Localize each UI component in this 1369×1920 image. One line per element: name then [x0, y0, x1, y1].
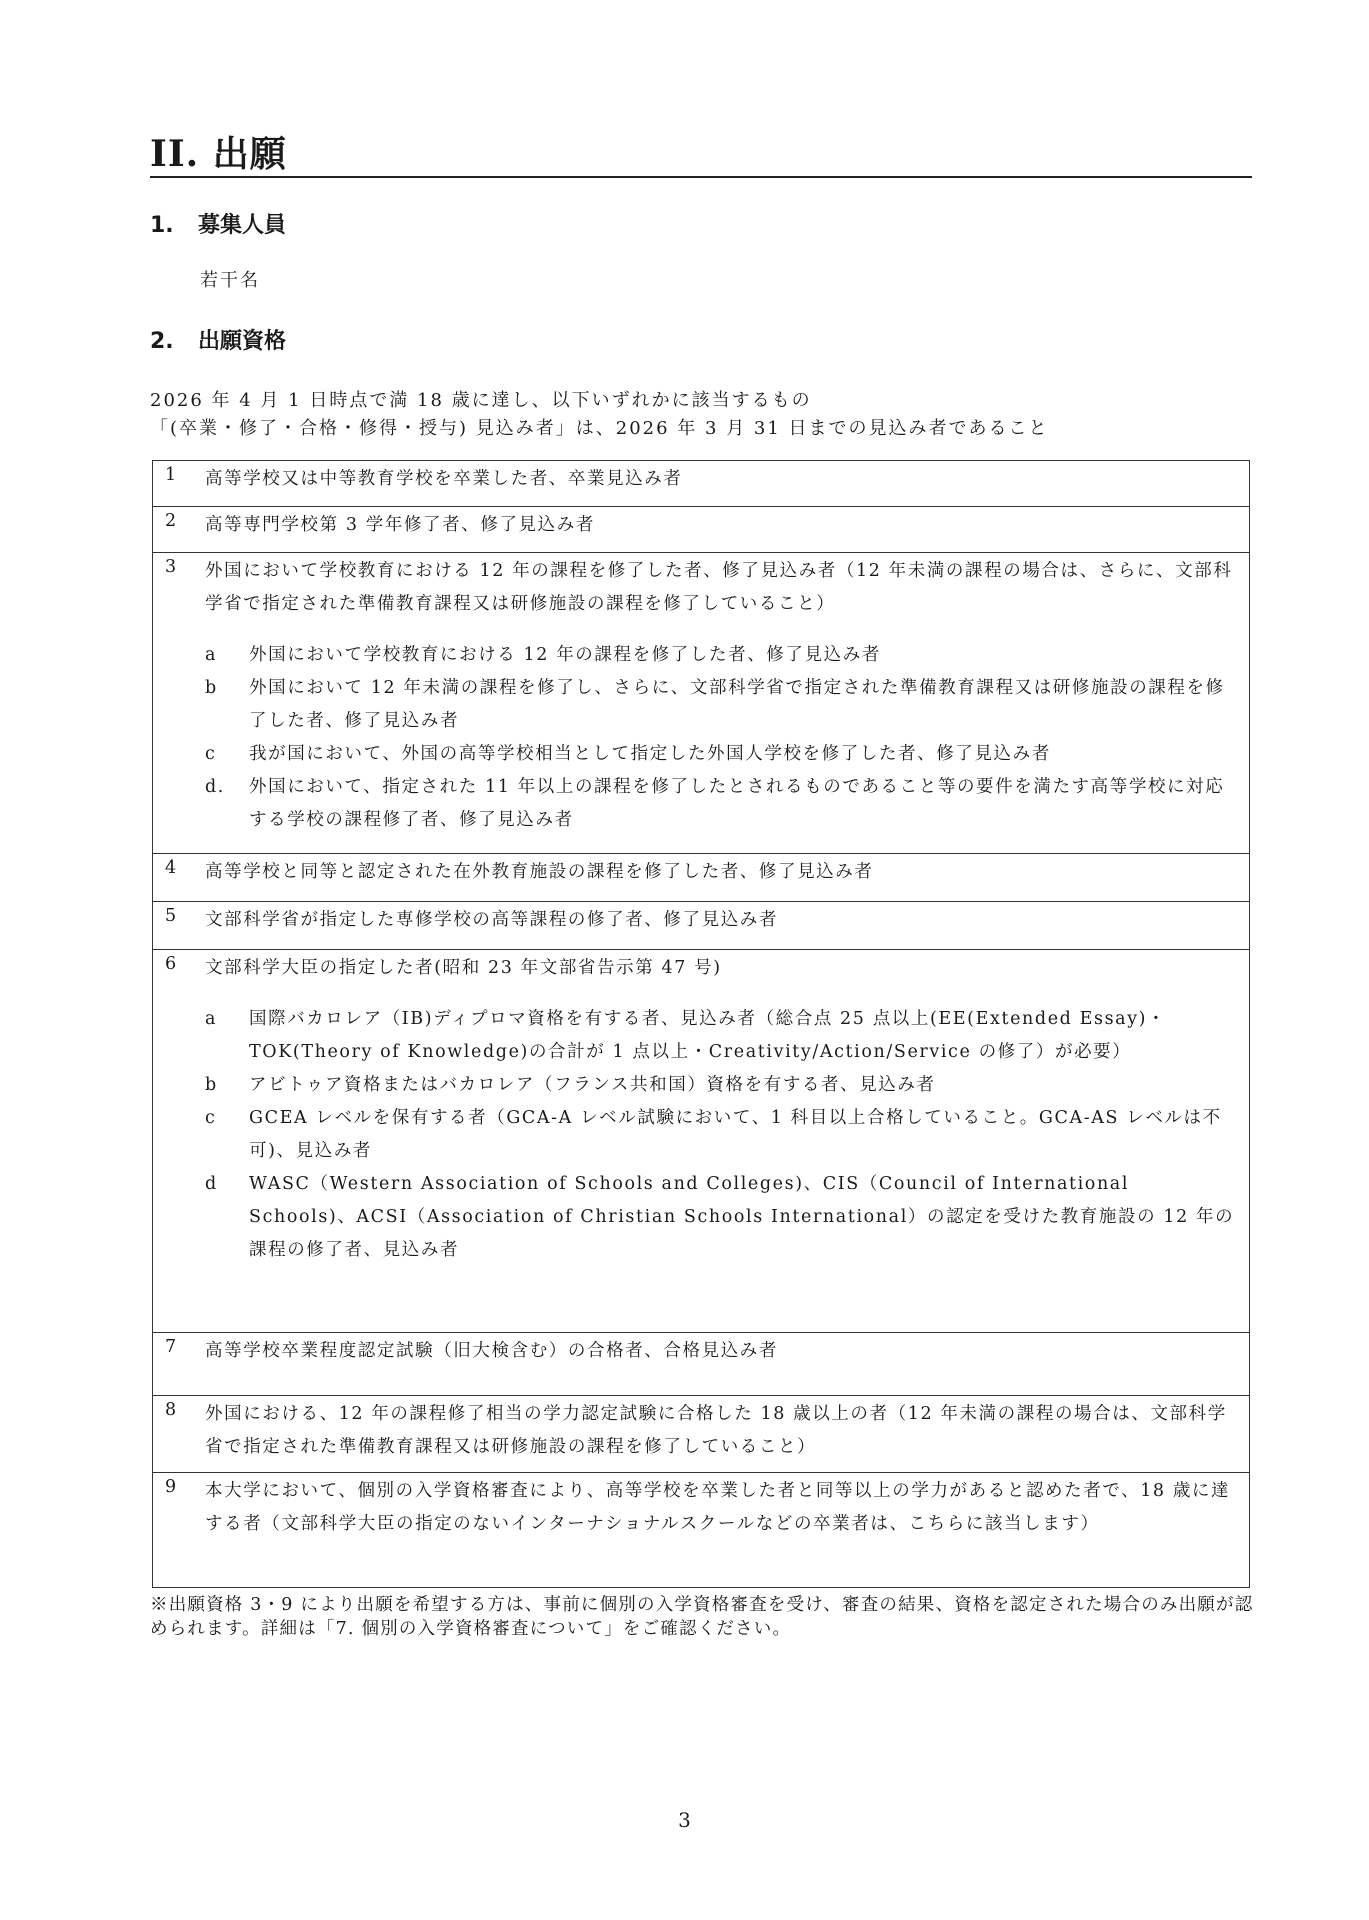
eligibility-note: ※出願資格 3・9 により出願を希望する方は、事前に個別の入学資格審査を受け、審査の結果、資格を認定された場合のみ出願が認められます。詳細は「7. 個別の入学資格審査について」をご確認ください。	[150, 1595, 1254, 1639]
table-row	[153, 461, 1250, 507]
table-cell	[153, 902, 1250, 950]
table-row	[153, 1333, 1250, 1396]
row-number: 3	[165, 557, 178, 577]
row-number: 6	[165, 954, 178, 974]
row-text: 文部科学大臣の指定した者(昭和 23 年文部省告示第 47 号)	[205, 958, 722, 978]
section-2-title: 出願資格	[198, 329, 287, 354]
list-item	[205, 1069, 1235, 1102]
list-item	[205, 1003, 1235, 1069]
table-row	[153, 507, 1250, 553]
list-item	[205, 672, 1235, 738]
item-text: 外国において学校教育における 12 年の課程を修了した者、修了見込み者	[249, 645, 881, 665]
table-row	[153, 854, 1250, 902]
item-text: WASC（Western Association of Schools and Colleges)、CIS（Council of International Schools)、ACSI（Association of Christian Schools International）の認定を受けた教育施設の 12 年の課程の修了者、見込み者	[249, 1174, 1235, 1260]
row-number: 7	[165, 1337, 178, 1357]
table-row	[153, 1396, 1250, 1473]
section-2-number: 2.	[150, 329, 174, 354]
table-row	[153, 1473, 1250, 1588]
item-text: 我が国において、外国の高等学校相当として指定した外国人学校を修了した者、修了見込み者	[249, 744, 1051, 764]
title-divider	[150, 176, 1252, 178]
row-number: 5	[165, 906, 178, 926]
table-row	[153, 902, 1250, 950]
list-item	[205, 738, 1235, 771]
table-cell	[153, 854, 1250, 902]
list-item	[205, 639, 1235, 672]
table-cell	[153, 1396, 1250, 1473]
table-cell	[153, 553, 1250, 854]
item-text: 国際バカロレア（IB)ディプロマ資格を有する者、見込み者（総合点 25 点以上(EE(Extended Essay)・TOK(Theory of Knowledge)の合計が 1 点以上・Creativity/Action/Service の修了）が必要）	[249, 1009, 1167, 1062]
sub-list	[205, 639, 1235, 837]
eligibility-intro-line-1: 2026 年 4 月 1 日時点で満 18 歳に達し、以下いずれかに該当するもの	[150, 390, 812, 411]
item-text: 外国において、指定された 11 年以上の課程を修了したとされるものであること等の要件を満たす高等学校に対応する学校の課程修了者、修了見込み者	[249, 777, 1225, 830]
row-text: 高等学校又は中等教育学校を卒業した者、卒業見込み者	[205, 469, 683, 489]
row-text: 高等専門学校第 3 学年修了者、修了見込み者	[205, 515, 595, 535]
eligibility-table	[152, 460, 1250, 1588]
item-letter: a	[205, 645, 218, 665]
item-text: 外国において 12 年未満の課程を修了し、さらに、文部科学省で指定された準備教育課程又は研修施設の課程を修了した者、修了見込み者	[249, 678, 1225, 731]
eligibility-intro-line-2: 「(卒業・修了・合格・修得・授与) 見込み者」は、2026 年 3 月 31 日までの見込み者であること	[150, 418, 1049, 439]
item-letter: b	[205, 1075, 218, 1095]
table-row	[153, 950, 1250, 1333]
section-2-heading	[150, 324, 286, 355]
item-text: GCEA レベルを保有する者（GCA-A レベル試験において、1 科目以上合格していること。GCA-AS レベルは不可)、見込み者	[249, 1108, 1222, 1161]
list-item	[205, 1102, 1235, 1168]
item-letter: a	[205, 1009, 218, 1029]
section-1-title: 募集人員	[198, 213, 287, 238]
row-number: 1	[165, 465, 178, 485]
table-cell	[153, 507, 1250, 553]
table-cell	[153, 950, 1250, 1333]
table-cell	[153, 1333, 1250, 1396]
row-text: 外国における、12 年の課程修了相当の学力認定試験に合格した 18 歳以上の者（12 年未満の課程の場合は、文部科学省で指定された準備教育課程又は研修施設の課程を修了していること）	[205, 1404, 1227, 1457]
page-number: 3	[678, 1808, 691, 1832]
item-text: アビトゥア資格またはバカロレア（フランス共和国）資格を有する者、見込み者	[249, 1075, 936, 1095]
list-item	[205, 1168, 1235, 1267]
row-number: 9	[165, 1477, 178, 1497]
recruitment-count: 若干名	[200, 270, 260, 291]
row-text: 高等学校と同等と認定された在外教育施設の課程を修了した者、修了見込み者	[205, 862, 874, 882]
row-text: 外国において学校教育における 12 年の課程を修了した者、修了見込み者（12 年未満の課程の場合は、さらに、文部科学省で指定された準備教育課程又は研修施設の課程を修了していること）	[205, 561, 1233, 614]
row-number: 8	[165, 1400, 178, 1420]
list-item	[205, 771, 1235, 837]
item-letter: b	[205, 678, 218, 698]
row-number: 4	[165, 858, 178, 878]
item-letter: d	[205, 1174, 218, 1194]
item-letter: d.	[205, 777, 225, 797]
row-text: 本大学において、個別の入学資格審査により、高等学校を卒業した者と同等以上の学力があると認めた者で、18 歳に達する者（文部科学大臣の指定のないインターナショナルスクールなどの卒業者は、こちらに該当します）	[205, 1481, 1231, 1534]
item-letter: c	[205, 1108, 217, 1128]
row-number: 2	[165, 511, 178, 531]
item-letter: c	[205, 744, 217, 764]
page-title: II. 出願	[150, 133, 287, 175]
sub-list	[205, 1003, 1235, 1267]
table-cell	[153, 1473, 1250, 1588]
table-cell	[153, 461, 1250, 507]
section-1-heading	[150, 208, 286, 239]
table-row	[153, 553, 1250, 854]
section-1-number: 1.	[150, 213, 174, 238]
row-text: 文部科学省が指定した専修学校の高等課程の修了者、修了見込み者	[205, 910, 778, 930]
row-text: 高等学校卒業程度認定試験（旧大検含む）の合格者、合格見込み者	[205, 1341, 778, 1361]
